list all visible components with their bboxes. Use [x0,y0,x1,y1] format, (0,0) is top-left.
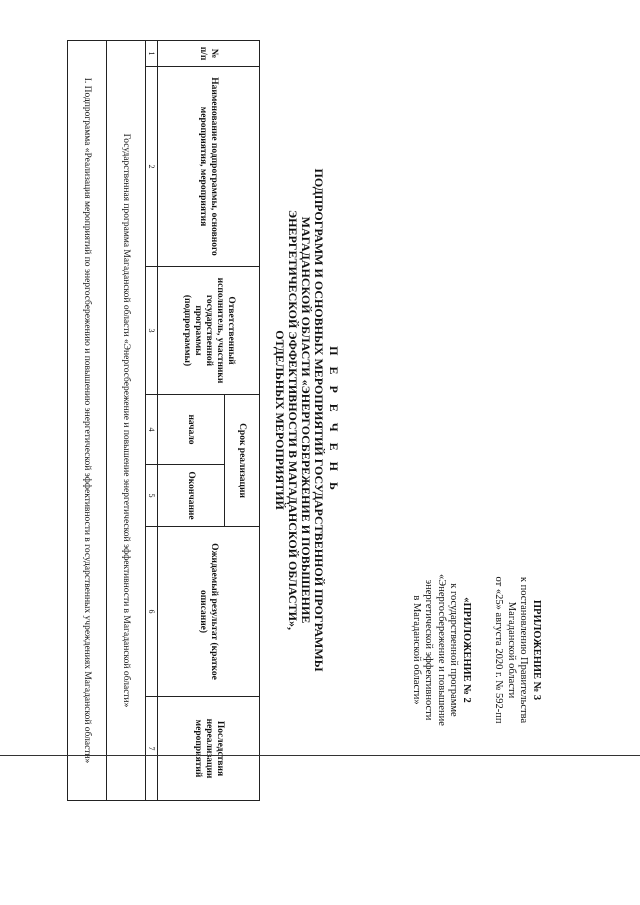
header-result: Ожидаемый результат (краткое описание) [158,527,260,697]
title-spaced: П Е Р Е Ч Е Н Ь [327,346,341,494]
appendix-3-line: Магаданской области [506,601,517,699]
measures-table [67,40,260,801]
header-consequences: Последствия нереализации мероприятий [158,697,260,801]
header-start: начало [158,395,225,465]
appendix-2-line: в Магаданской области» [411,595,422,705]
title-line: ПОДПРОГРАММ И ОСНОВНЫХ МЕРОПРИЯТИЙ ГОСУДАРСТВЕННОЙ ПРОГРАММЫ [312,168,326,672]
page-divider-line [0,755,640,756]
column-number: 1 [146,41,158,67]
subprogram-row-cell: I. Подпрограмма «Реализация мероприятий по энергосбережению и повышению энергетической эффективности в государственных учреждениях Магаданской области» [68,41,107,801]
header-num: № п/п [158,41,260,67]
column-number: 6 [146,527,158,697]
title-line: ЭНЕРГЕТИЧЕСКОЙ ЭФФЕКТИВНОСТИ В МАГАДАНСКОЙ ОБЛАСТИ», [286,210,300,630]
header-executor: Ответственный исполнитель, участники государственной программы (подпрограммы) [158,267,260,395]
table-header-row [225,41,260,801]
column-number: 3 [146,267,158,395]
title-line: МАГАДАНСКОЙ ОБЛАСТИ «ЭНЕРГОСБЕРЕЖЕНИЕ И ПОВЫШЕНИЕ [299,216,313,624]
appendix-3-block [492,520,542,780]
header-end: Окончание [158,465,225,527]
table-row [68,41,107,801]
rotated-page [60,40,560,800]
appendix-2-block [410,520,473,780]
column-number: 2 [146,67,158,267]
column-number: 4 [146,395,158,465]
appendix-2-line: к государственной программе [448,583,460,717]
table-row [107,41,146,801]
column-number-row [146,41,158,801]
column-number: 7 [146,697,158,801]
header-period: Срок реализации [225,395,260,527]
appendix-3-line: к постановлению Правительства [518,576,530,724]
document-title [273,40,340,800]
appendix-3-line: от «25» августа 2020 г. № 592-пп [493,576,505,724]
appendix-2-title: «ПРИЛОЖЕНИЕ № 2 [461,597,472,703]
appendix-2-line: «Энергосбережение и повышение [436,574,447,726]
appendix-2-line: энергетической эффективности [423,579,435,721]
header-name: Наименование подпрограммы, основного мероприятия, мероприятия [158,67,260,267]
title-line: ОТДЕЛЬНЫХ МЕРОПРИЯТИЙ [273,330,287,510]
appendix-3-title: ПРИЛОЖЕНИЕ № 3 [531,599,542,701]
program-row-cell: Государственная программа Магаданской области «Энергосбережение и повышение энергетической эффективности в Магаданской области» [107,41,146,801]
column-number: 5 [146,465,158,527]
